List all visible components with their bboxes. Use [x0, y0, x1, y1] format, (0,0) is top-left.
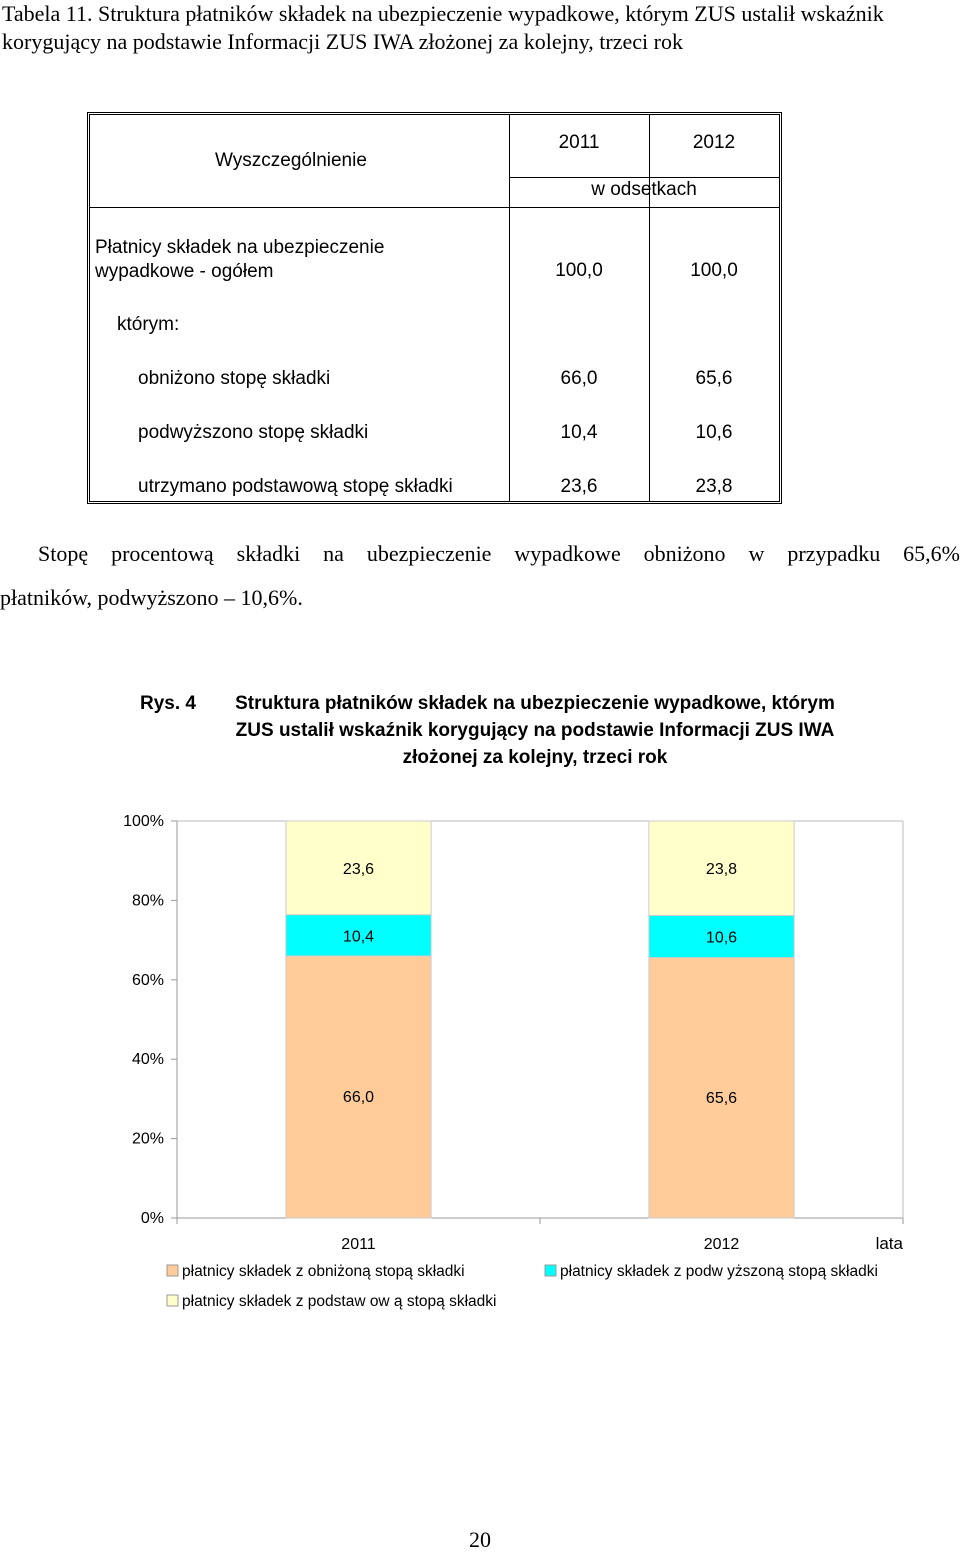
table-header-label: Wyszczególnienie [215, 150, 367, 171]
table-row-subheading: którym: [117, 314, 180, 335]
y-tick-label: 40% [131, 1051, 164, 1069]
y-tick-label: 0% [140, 1210, 164, 1227]
stacked-bar-chart [0, 800, 960, 1340]
table-header-year-2012: 2012 [692, 132, 736, 153]
legend-swatch [167, 1265, 178, 1276]
y-tick-label: 20% [131, 1130, 164, 1148]
y-tick-label: 100% [123, 813, 164, 830]
table-header-unit: w odsetkach [591, 179, 697, 200]
table-caption [2, 0, 952, 56]
table-row-total-label: Płatnicy składek na ubezpieczenie wypadkowe - ogółem [95, 237, 385, 282]
figure-caption-label: Rys. 4 [140, 693, 196, 714]
legend-swatch [167, 1295, 178, 1306]
x-tick-label: 2011 [341, 1236, 376, 1253]
summary-paragraph [0, 532, 960, 620]
y-tick-label: 80% [131, 892, 164, 910]
table-row-raised-2011: 10,4 [560, 422, 598, 443]
table-row-lowered-2012: 65,6 [695, 368, 733, 389]
legend-label: płatnicy składek z podw yższoną stopą składki [560, 1263, 878, 1280]
table-row-raised-2012: 10,6 [695, 422, 733, 443]
data-label: 23,6 [342, 860, 375, 878]
table-caption-label: Tabela 11. [2, 1, 93, 26]
legend-swatch [545, 1265, 556, 1276]
table-row-total-2011: 100,0 [555, 260, 603, 281]
legend-label: płatnicy składek z obniżoną stopą składki [182, 1263, 465, 1280]
page-number: 20 [469, 1527, 491, 1552]
table-row-total-2012: 100,0 [690, 260, 738, 281]
table-row-raised-label: podwyższono stopę składki [138, 422, 369, 443]
bar-segment-1-2011 [286, 956, 431, 1218]
data-label: 66,0 [342, 1088, 375, 1106]
legend-label: płatnicy składek z podstaw ow ą stopą składki [182, 1293, 497, 1310]
y-tick-label: 60% [131, 971, 164, 989]
table-row-basic-label: utrzymano podstawową stopę składki [138, 476, 453, 497]
table-row-basic-2012: 23,8 [695, 476, 733, 497]
x-tick-label: 2012 [703, 1236, 740, 1253]
data-label: 10,6 [705, 929, 738, 947]
table-header-year-2011: 2011 [558, 132, 600, 153]
table-caption-text: Struktura płatników składek na ubezpieczenie wypadkowe, którym ZUS ustalił wskaźnik korygujący na podstawie Informacji ZUS IWA złożonej za kolejny, trzeci rok [2, 1, 884, 54]
summary-line-1: Stopę procentową składki na ubezpieczenie wypadkowe obniżono w przypadku 65,6% [38, 541, 960, 566]
data-table [87, 112, 782, 504]
data-label: 65,6 [705, 1089, 738, 1107]
table-header-bottom-border [90, 207, 779, 208]
data-label: 23,8 [705, 861, 738, 879]
x-axis-title: lata [875, 1234, 903, 1253]
table-row-lowered-label: obniżono stopę składki [138, 368, 331, 389]
figure-caption-text: Struktura płatników składek na ubezpieczenie wypadkowe, którym ZUS ustalił wskaźnik korygujący na podstawie Informacji ZUS IWA złożonej za kolejny, trzeci rok [235, 693, 835, 768]
data-label: 10,4 [342, 928, 375, 946]
table-row-basic-2011: 23,6 [560, 476, 598, 497]
summary-line-2: płatników, podwyższono – 10,6%. [0, 585, 303, 610]
table-header-divider [509, 177, 779, 178]
bar-segment-1-2012 [649, 958, 794, 1218]
table-row-lowered-2011: 66,0 [560, 368, 598, 389]
